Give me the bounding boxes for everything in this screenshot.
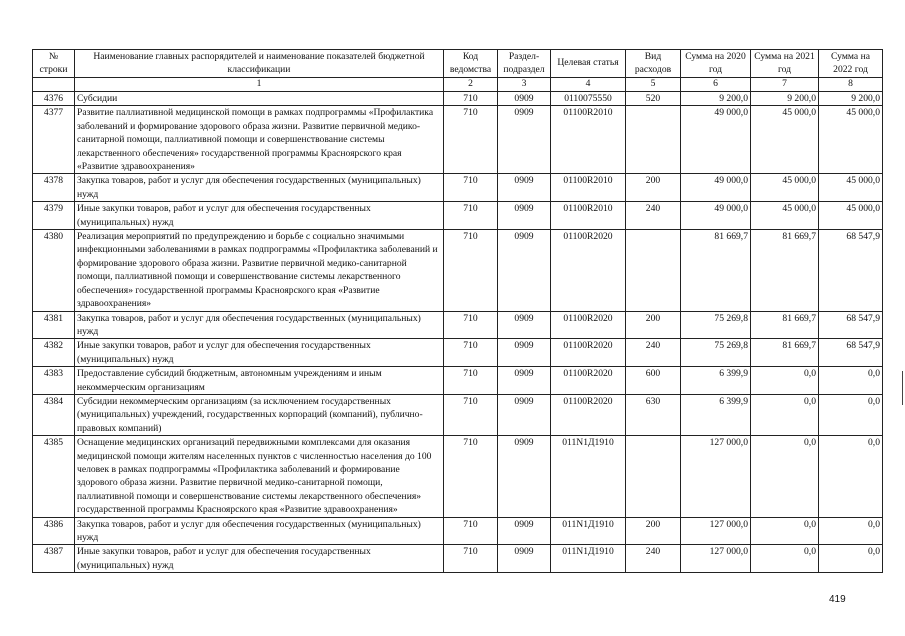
table-row	[33, 174, 883, 202]
table-row	[33, 436, 883, 517]
target-code: 011N1Д1910	[551, 517, 626, 545]
expense-type: 200	[626, 174, 681, 202]
row-number: 4382	[33, 339, 75, 367]
expense-type: 200	[626, 517, 681, 545]
sum-2020: 49 000,0	[681, 202, 751, 230]
col-number: 4	[551, 78, 626, 92]
row-name: Иные закупки товаров, работ и услуг для обеспечения государственных (муниципальных) нужд	[75, 545, 444, 573]
expense-type: 240	[626, 339, 681, 367]
header-sum-2020: Сумма на 2020 год	[681, 50, 751, 78]
sum-2021: 81 669,7	[751, 339, 819, 367]
sum-2021: 81 669,7	[751, 311, 819, 339]
section-code: 0909	[498, 545, 551, 573]
header-target: Целевая статья	[551, 50, 626, 78]
sum-2020: 6 399,9	[681, 367, 751, 395]
section-code: 0909	[498, 174, 551, 202]
table-row	[33, 517, 883, 545]
dept-code: 710	[444, 106, 498, 174]
row-name: Развитие паллиативной медицинской помощи в рамках подпрограммы «Профилактика заболеваний и формирование здорового образа жизни. Развитие первичной медико-санитарной помощи, паллиативной помощи и совершенствование системы лекарственного обеспечения» государственной программы Красноярского края «Развитие здравоохранения»	[75, 106, 444, 174]
row-name: Субсидии некоммерческим организациям (за исключением государственных (муниципальных) учреждений, государственных корпораций (компаний), публично-правовых компаний)	[75, 394, 444, 435]
row-name: Иные закупки товаров, работ и услуг для обеспечения государственных (муниципальных) нужд	[75, 202, 444, 230]
row-name: Субсидии	[75, 92, 444, 106]
column-number-row	[33, 78, 883, 92]
col-number: 2	[444, 78, 498, 92]
target-code: 01100R2010	[551, 174, 626, 202]
expense-type: 200	[626, 311, 681, 339]
table-row	[33, 311, 883, 339]
section-code: 0909	[498, 436, 551, 517]
header-sum-2021: Сумма на 2021 год	[751, 50, 819, 78]
row-number: 4377	[33, 106, 75, 174]
dept-code: 710	[444, 517, 498, 545]
dept-code: 710	[444, 92, 498, 106]
sum-2021: 81 669,7	[751, 230, 819, 311]
section-code: 0909	[498, 106, 551, 174]
target-code: 01100R2020	[551, 311, 626, 339]
sum-2020: 49 000,0	[681, 174, 751, 202]
section-code: 0909	[498, 339, 551, 367]
target-code: 0110075550	[551, 92, 626, 106]
section-code: 0909	[498, 92, 551, 106]
sum-2021: 9 200,0	[751, 92, 819, 106]
dept-code: 710	[444, 174, 498, 202]
sum-2021: 0,0	[751, 367, 819, 395]
sum-2021: 45 000,0	[751, 174, 819, 202]
expense-type: 240	[626, 202, 681, 230]
row-number: 4380	[33, 230, 75, 311]
table-row	[33, 367, 883, 395]
page-number: 419	[829, 594, 846, 605]
dept-code: 710	[444, 339, 498, 367]
sum-2021: 45 000,0	[751, 106, 819, 174]
row-number: 4386	[33, 517, 75, 545]
table-row	[33, 106, 883, 174]
sum-2020: 127 000,0	[681, 545, 751, 573]
sum-2020: 6 399,9	[681, 394, 751, 435]
row-name: Предоставление субсидий бюджетным, автономным учреждениям и иным некоммерческим организациям	[75, 367, 444, 395]
section-code: 0909	[498, 394, 551, 435]
table-row	[33, 339, 883, 367]
table-header-row	[33, 50, 883, 78]
header-row-no: № строки	[33, 50, 75, 78]
sum-2021: 0,0	[751, 436, 819, 517]
dept-code: 710	[444, 202, 498, 230]
row-number: 4383	[33, 367, 75, 395]
sum-2021: 0,0	[751, 545, 819, 573]
col-number: 3	[498, 78, 551, 92]
target-code: 01100R2010	[551, 202, 626, 230]
sum-2021: 0,0	[751, 394, 819, 435]
target-code: 011N1Д1910	[551, 545, 626, 573]
col-number: 7	[751, 78, 819, 92]
dept-code: 710	[444, 394, 498, 435]
header-sum-2022: Сумма на 2022 год	[819, 50, 883, 78]
sum-2020: 75 269,8	[681, 339, 751, 367]
table-row	[33, 202, 883, 230]
dept-code: 710	[444, 311, 498, 339]
sum-2022: 68 547,9	[819, 311, 883, 339]
dept-code: 710	[444, 436, 498, 517]
dept-code: 710	[444, 545, 498, 573]
target-code: 01100R2010	[551, 106, 626, 174]
sum-2021: 0,0	[751, 517, 819, 545]
col-number	[33, 78, 75, 92]
sum-2022: 45 000,0	[819, 202, 883, 230]
row-name: Закупка товаров, работ и услуг для обеспечения государственных (муниципальных) нужд	[75, 174, 444, 202]
table-row	[33, 394, 883, 435]
expense-type: 630	[626, 394, 681, 435]
target-code: 01100R2020	[551, 230, 626, 311]
sum-2022: 68 547,9	[819, 230, 883, 311]
section-code: 0909	[498, 367, 551, 395]
sum-2020: 9 200,0	[681, 92, 751, 106]
col-number: 6	[681, 78, 751, 92]
expense-type	[626, 436, 681, 517]
sum-2020: 127 000,0	[681, 436, 751, 517]
row-name: Закупка товаров, работ и услуг для обеспечения государственных (муниципальных) нужд	[75, 517, 444, 545]
sum-2020: 75 269,8	[681, 311, 751, 339]
sum-2022: 68 547,9	[819, 339, 883, 367]
sum-2022: 0,0	[819, 545, 883, 573]
row-number: 4385	[33, 436, 75, 517]
target-code: 01100R2020	[551, 339, 626, 367]
budget-table	[32, 49, 883, 573]
row-name: Иные закупки товаров, работ и услуг для обеспечения государственных (муниципальных) нужд	[75, 339, 444, 367]
sum-2022: 45 000,0	[819, 106, 883, 174]
table-row	[33, 92, 883, 106]
header-name: Наименование главных распорядителей и наименование показателей бюджетной классификации	[75, 50, 444, 78]
row-number: 4387	[33, 545, 75, 573]
col-number: 8	[819, 78, 883, 92]
col-number: 1	[75, 78, 444, 92]
header-section: Раздел-подраздел	[498, 50, 551, 78]
row-name: Закупка товаров, работ и услуг для обеспечения государственных (муниципальных) нужд	[75, 311, 444, 339]
section-code: 0909	[498, 517, 551, 545]
sum-2022: 0,0	[819, 367, 883, 395]
row-number: 4384	[33, 394, 75, 435]
expense-type	[626, 230, 681, 311]
row-name: Реализация мероприятий по предупреждению и борьбе с социально значимыми инфекционными заболеваниями в рамках подпрограммы «Профилактика заболеваний и формирование здорового образа жизни. Развитие первичной медико-санитарной помощи, паллиативной помощи и совершенствование системы лекарственного обеспечения» государственной программы Красноярского края «Развитие здравоохранения»	[75, 230, 444, 311]
sum-2022: 0,0	[819, 394, 883, 435]
row-number: 4381	[33, 311, 75, 339]
expense-type: 600	[626, 367, 681, 395]
section-code: 0909	[498, 202, 551, 230]
sum-2022: 9 200,0	[819, 92, 883, 106]
dept-code: 710	[444, 230, 498, 311]
target-code: 011N1Д1910	[551, 436, 626, 517]
target-code: 01100R2020	[551, 367, 626, 395]
sum-2020: 81 669,7	[681, 230, 751, 311]
section-code: 0909	[498, 311, 551, 339]
table-row	[33, 230, 883, 311]
sum-2022: 0,0	[819, 436, 883, 517]
margin-mark	[902, 371, 903, 405]
header-exp-type: Вид расходов	[626, 50, 681, 78]
sum-2020: 49 000,0	[681, 106, 751, 174]
table-row	[33, 545, 883, 573]
sum-2020: 127 000,0	[681, 517, 751, 545]
col-number: 5	[626, 78, 681, 92]
target-code: 01100R2020	[551, 394, 626, 435]
header-dept-code: Код ведомства	[444, 50, 498, 78]
sum-2022: 45 000,0	[819, 174, 883, 202]
row-number: 4379	[33, 202, 75, 230]
section-code: 0909	[498, 230, 551, 311]
expense-type	[626, 106, 681, 174]
row-number: 4376	[33, 92, 75, 106]
dept-code: 710	[444, 367, 498, 395]
sum-2022: 0,0	[819, 517, 883, 545]
sum-2021: 45 000,0	[751, 202, 819, 230]
row-number: 4378	[33, 174, 75, 202]
expense-type: 240	[626, 545, 681, 573]
expense-type: 520	[626, 92, 681, 106]
row-name: Оснащение медицинских организаций передвижными комплексами для оказания медицинской помощи жителям населенных пунктов с численностью населения до 100 человек в рамках подпрограммы «Профилактика заболеваний и формирование здорового образа жизни. Развитие первичной медико-санитарной помощи, паллиативной помощи и совершенствование системы лекарственного обеспечения» государственной программы Красноярского края «Развитие здравоохранения»	[75, 436, 444, 517]
